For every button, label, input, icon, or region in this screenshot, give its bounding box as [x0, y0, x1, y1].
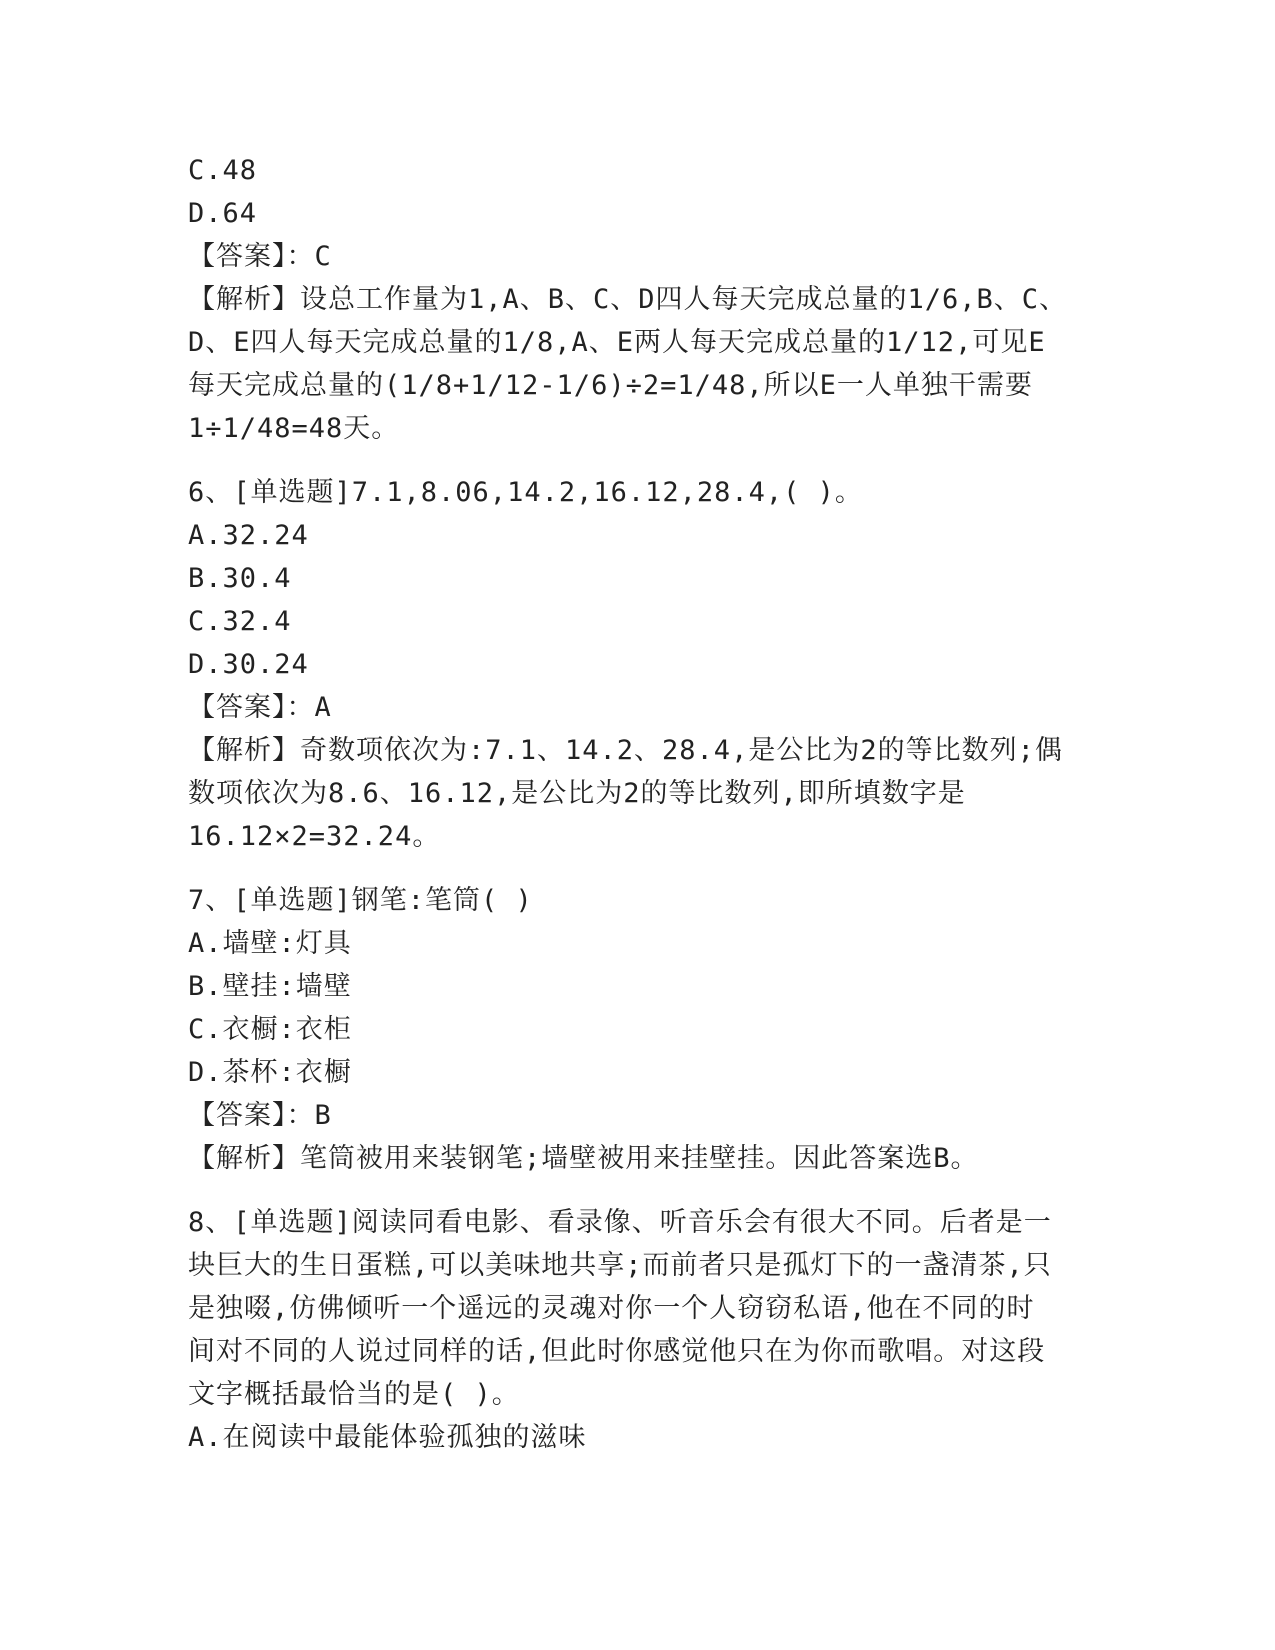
analysis-text: 1÷1/48=48天。 [188, 413, 400, 444]
option-c: C.32.4 [188, 606, 292, 637]
option-c: C.衣橱:衣柜 [188, 1014, 352, 1045]
analysis-line [188, 1137, 1088, 1180]
option-d: D.64 [188, 198, 258, 229]
analysis-text: 设总工作量为1,A、B、C、D四人每天完成总量的1/6,B、C、 [300, 284, 1068, 315]
analysis-line [188, 729, 1088, 772]
analysis-text: 奇数项依次为:7.1、14.2、28.4,是公比为2的等比数列;偶 [300, 735, 1063, 766]
analysis-text: D、E四人每天完成总量的1/8,A、E两人每天完成总量的1/12,可见E [188, 327, 1046, 358]
analysis-text: 每天完成总量的(1/8+1/12-1/6)÷2=1/48,所以E一人单独干需要 [188, 370, 1033, 401]
question-text: 8、[单选题]阅读同看电影、看录像、听音乐会有很大不同。后者是一 [188, 1207, 1052, 1238]
answer-line [188, 686, 1088, 729]
question-5-block [188, 149, 1088, 450]
analysis-text: 数项依次为8.6、16.12,是公比为2的等比数列,即所填数字是 [188, 778, 966, 809]
question-text: 6、[单选题]7.1,8.06,14.2,16.12,28.4,( )。 [188, 477, 863, 508]
analysis-label: 【解析】 [188, 1143, 300, 1174]
option-b: B.壁挂:墙壁 [188, 971, 352, 1002]
answer-value: ：B [286, 1100, 332, 1131]
option-a: A.在阅读中最能体验孤独的滋味 [188, 1422, 587, 1453]
option-b: B.30.4 [188, 563, 292, 594]
analysis-text: 16.12×2=32.24。 [188, 821, 441, 852]
analysis-label: 【解析】 [188, 284, 300, 315]
question-text: 块巨大的生日蛋糕,可以美味地共享;而前者只是孤灯下的一盏清茶,只 [188, 1250, 1052, 1281]
analysis-line [188, 278, 1088, 321]
answer-label: 【答案】 [188, 1100, 287, 1131]
option-d: D.30.24 [188, 649, 309, 680]
option-a: A.墙壁:灯具 [188, 928, 352, 959]
analysis-text: 笔筒被用来装钢笔;墙壁被用来挂壁挂。因此答案选B。 [300, 1143, 979, 1174]
answer-line [188, 1094, 1088, 1137]
document-page [188, 149, 1088, 1459]
analysis-label: 【解析】 [188, 735, 300, 766]
question-8-block [188, 1201, 1088, 1459]
question-text: 间对不同的人说过同样的话,但此时你感觉他只在为你而歌唱。对这段 [188, 1336, 1046, 1367]
question-7-block [188, 879, 1088, 1180]
question-6-block [188, 471, 1088, 858]
answer-value: ：C [286, 241, 332, 272]
answer-value: ：A [286, 692, 332, 723]
question-text: 7、[单选题]钢笔:笔筒( ) [188, 885, 533, 916]
option-d: D.茶杯:衣橱 [188, 1057, 352, 1088]
answer-label: 【答案】 [188, 692, 287, 723]
answer-line [188, 235, 1088, 278]
answer-label: 【答案】 [188, 241, 287, 272]
question-text: 是独啜,仿佛倾听一个遥远的灵魂对你一个人窃窃私语,他在不同的时 [188, 1293, 1035, 1324]
option-c: C.48 [188, 155, 258, 186]
option-a: A.32.24 [188, 520, 309, 551]
question-text: 文字概括最恰当的是( )。 [188, 1379, 520, 1410]
